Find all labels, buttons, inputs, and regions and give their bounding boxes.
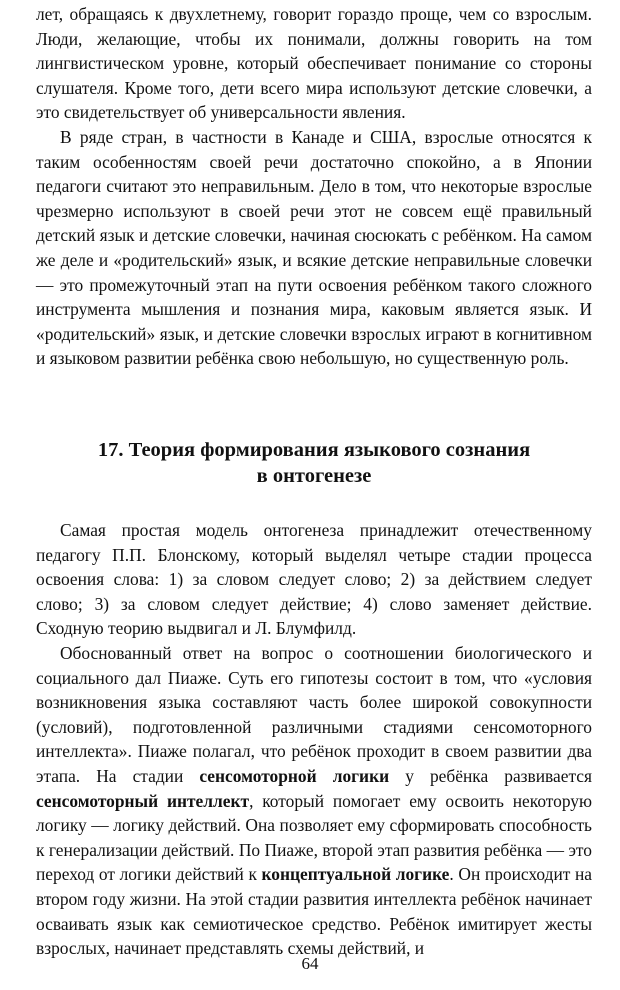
paragraph-parental-language: В ряде стран, в частности в Канаде и США, взрослые относятся к таким особенностям своей речи достаточно спокойно, а в Японии педагоги считают это неправильным. Дело в том, что некоторые взрослые чрезмерно используют в своей речи этот не совсем ещё правильный детский язык и детские словечки, начиная сюсюкать с ребёнком. На самом же деле и «родительский» язык, и всякие детские неправильные словечки — это промежуточный этап на пути освоения ребёнком такого сложного инструмента мышления и познания мира, каковым является язык. И «родительский» язык, и детские словечки взрослых играют в когнитивном и языковом развитии ребёнка свою небольшую, но существенную роль. [36,126,592,369]
piaget-text-2: у ребёнка развивается [389,765,593,786]
page-number: 64 [301,954,319,973]
paragraph-piaget [36,641,592,961]
bottom-text-block [36,518,592,961]
heading-line-2: в онтогенезе [256,465,372,487]
bold-term-sensorimotor-logic: сенсомоторной логики [199,765,390,786]
paragraph-continuation: лет, обращаясь к двухлетнему, говорит гораздо проще, чем со взрослым. Люди, желающие, чтобы их понимали, должны говорить на том лингвистическом уровне, который обеспечивает понимание со стороны слушателя. Кроме того, дети всего мира используют детские словечки, а это свидетельствует об универсальности явления. [36,4,592,123]
bold-term-sensorimotor-intellect: сенсомоторный интеллект [36,790,250,811]
bold-term-conceptual-logic: концептуальной логике [261,864,450,885]
piaget-text-1: Обоснованный ответ на вопрос о соотношении биологического и социального дал Пиаже. Суть его гипотезы состоит в том, что «условия возникновения языка составляют часть более широкой совокупности (условий), подготовленной различными стадиями сенсомоторного интеллекта». Пиаже полагал, что ребёнок проходит в своем развитии два этапа. На стадии [36,642,592,786]
paragraph-blonsky: Самая простая модель онтогенеза принадлежит отечественному педагогу П.П. Блонскому, который выделял четыре стадии процесса освоения слова: 1) за словом следует слово; 2) за действием следует слово; 3) за словом следует действие; 4) слово заменяет действие. Сходную теорию выдвигал и Л. Блумфилд. [36,520,592,639]
section-heading [36,437,592,489]
piaget-text-3: , который помогает ему освоить некоторую логику — логику действий. Она позволяет ему сформировать способность к генерализации действий. По Пиаже, второй этап развития ребёнка — это переход от логики действий к [36,790,592,885]
heading-line-1: 17. Теория формирования языкового сознания [97,439,531,461]
piaget-text-4: . Он происходит на втором году жизни. На этой стадии развития интеллекта ребёнок начинает осваивать язык как семиотическое средство. Ребёнок имитирует жесты взрослых, начинает представлять схемы действий, и [36,864,592,959]
top-text-block [36,2,592,371]
